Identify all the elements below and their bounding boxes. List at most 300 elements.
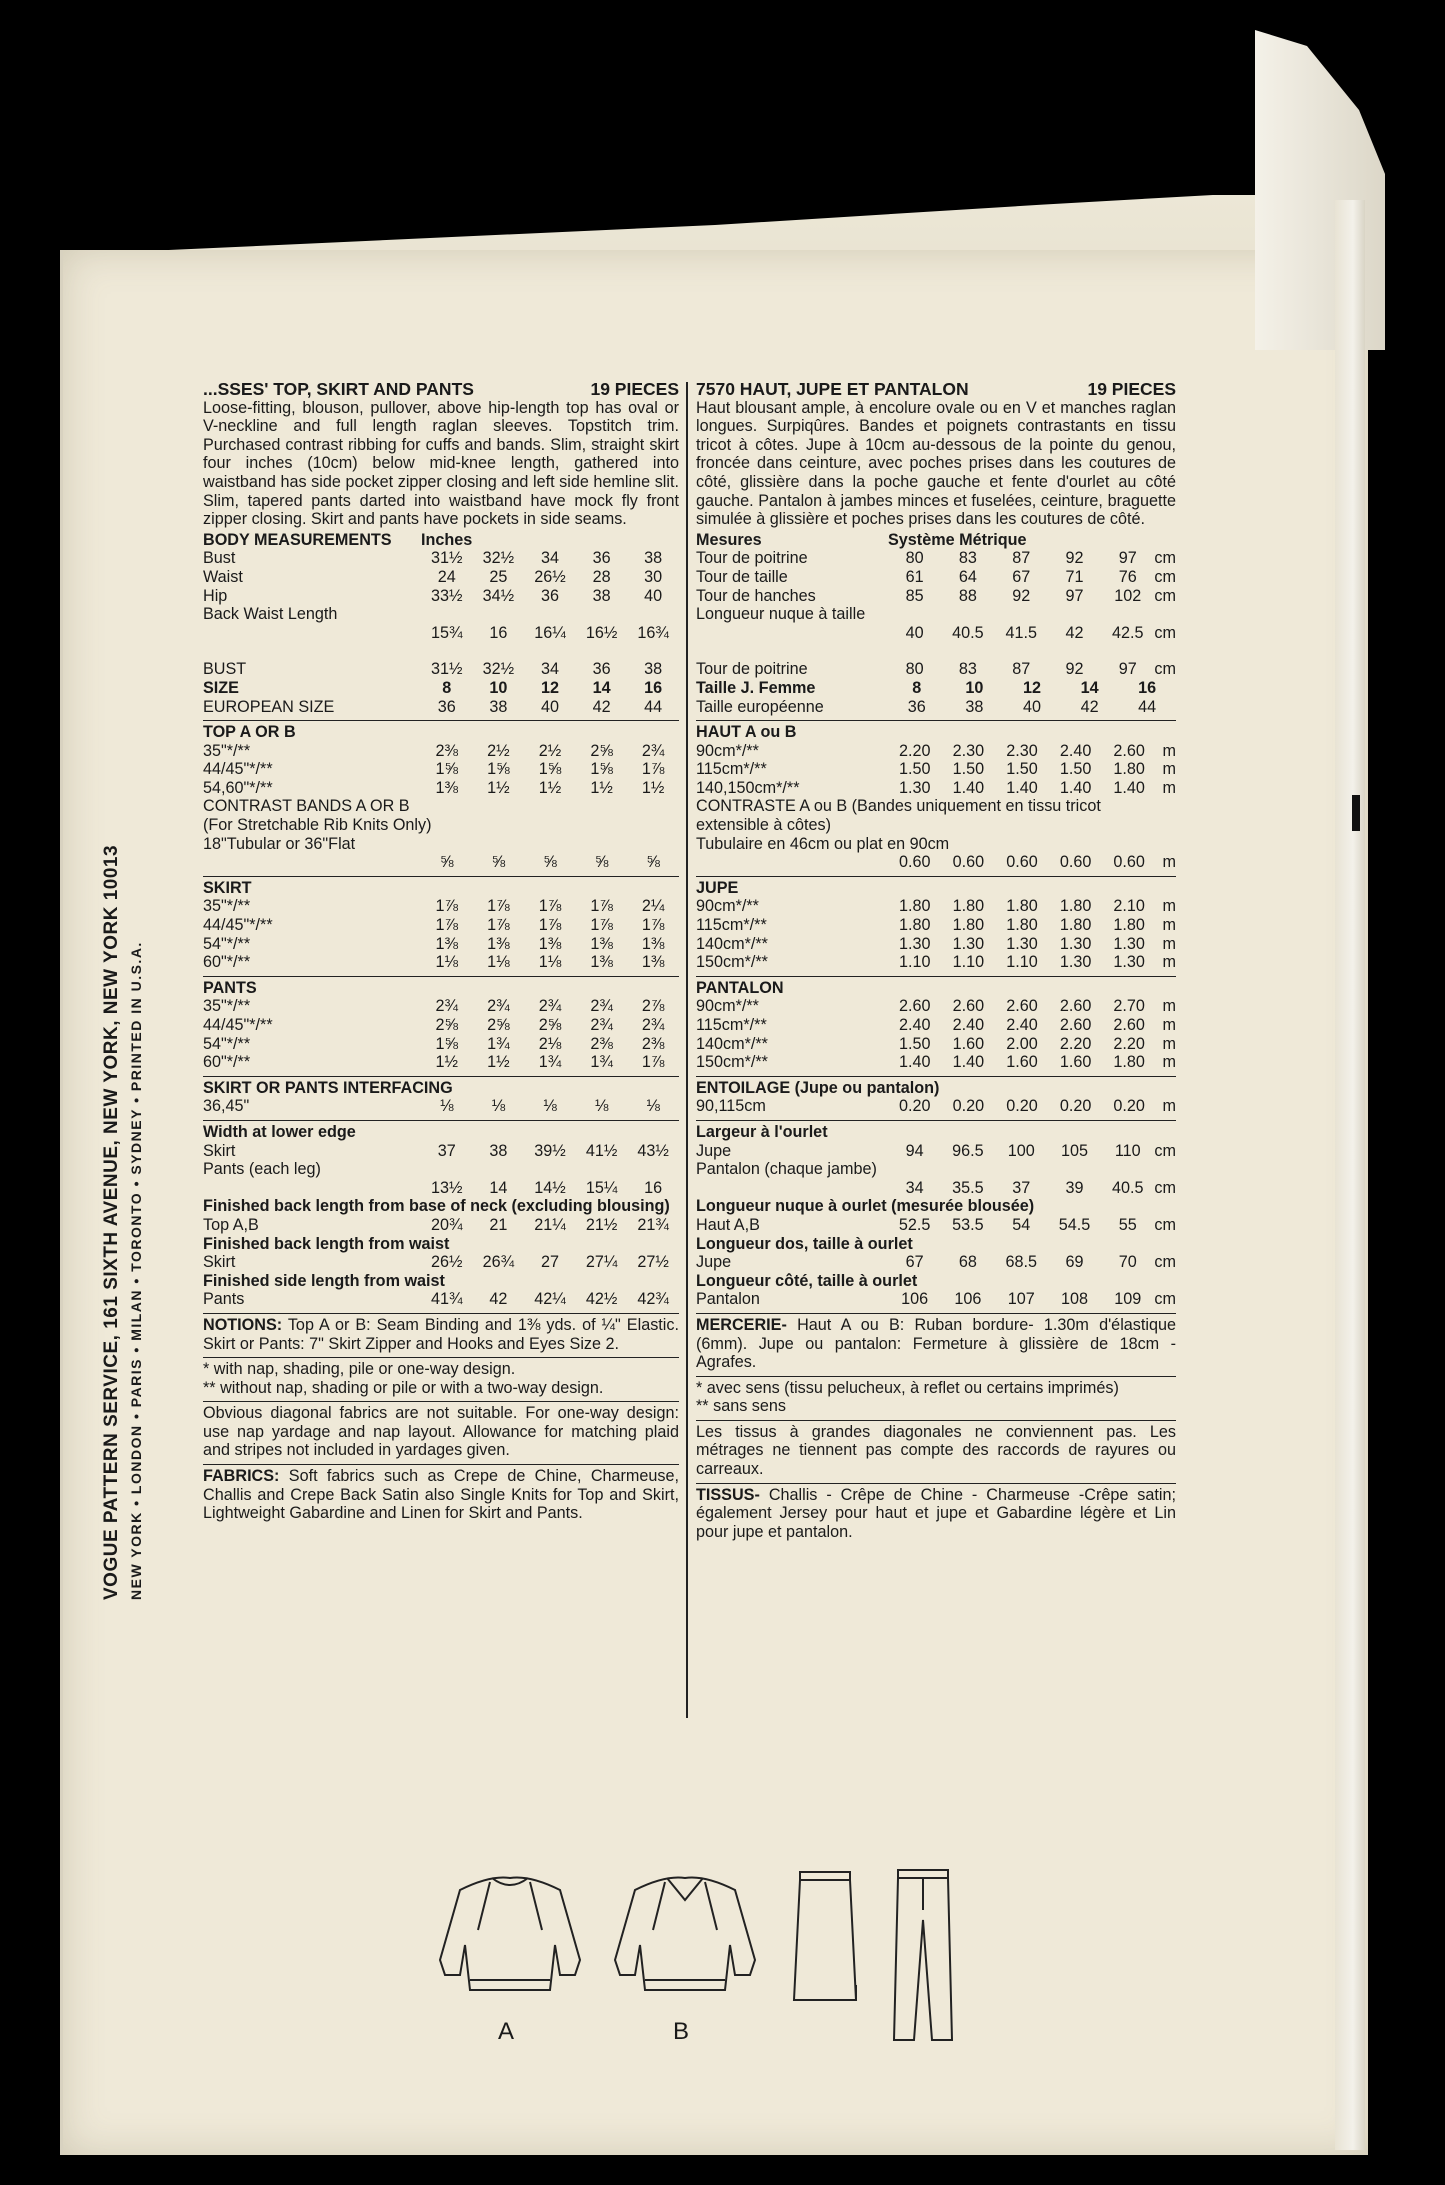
row-value: 2.30 — [952, 741, 985, 760]
row-value: 1⅛ — [538, 953, 562, 972]
row-value: 36 — [592, 549, 611, 568]
row-value: 15¼ — [585, 1178, 618, 1197]
row-label: 140cm*/** — [696, 1034, 768, 1053]
row-value: 1.30 — [1059, 953, 1092, 972]
row-value: 1½ — [590, 778, 613, 797]
row-value: 1.50 — [899, 760, 931, 779]
measurement-values — [203, 1179, 679, 1198]
measurement-values — [696, 853, 1176, 872]
row-unit: cm — [1154, 1290, 1176, 1309]
english-title: ...SSES' TOP, SKIRT AND PANTS 19 PIECES — [203, 379, 679, 399]
table-row — [696, 1053, 1176, 1072]
row-value: 100 — [1007, 1141, 1035, 1160]
fsl-heading: Finished side length from waist — [203, 1271, 445, 1290]
row-value: 1⅞ — [590, 916, 613, 935]
row-value: 0.20 — [1113, 1097, 1145, 1116]
row-value: 1⅛ — [435, 953, 459, 972]
row-value: 14 — [1080, 678, 1099, 697]
row-value: 31½ — [431, 660, 463, 679]
table-row — [696, 853, 1176, 872]
row-value: 21 — [489, 1215, 508, 1234]
table-row — [203, 1097, 679, 1116]
pants-heading: PANTS — [203, 976, 679, 998]
french-description: Haut blousant ample, à encolure ovale ou en V et manches raglan longues. Surpiqûres. Bandes et poignets contrastants en tissu tricot à côtes. Jupe à 10cm au-dessous de la pointe du genou, froncée dans ceinture, avec poches prises dans les coutures de côté, glissière dans la poche gauche et fente d'ourlet au côté gauche. Pantalon à jambes minces et fuselées, ceinture, braguette simulée à glissière et poches prises dans les coutures de côté. — [696, 398, 1176, 529]
obvious-note: Obvious diagonal fabrics are not suitable. For one-way design: use nap yardage and nap layout. Allowance for matching plaid and stripes not included in yardages given. — [203, 1401, 679, 1460]
row-value: 1.50 — [952, 760, 985, 779]
row-value: 1.30 — [899, 934, 931, 953]
row-label: EUROPEAN SIZE — [203, 697, 335, 716]
table-row — [203, 549, 679, 568]
row-value: 1⅜ — [435, 934, 459, 953]
spine-address — [100, 600, 180, 1600]
row-value: 36 — [540, 586, 559, 605]
row-value: 1.80 — [899, 916, 931, 935]
row-value: 2¾ — [590, 1016, 613, 1034]
row-value: 0.20 — [952, 1097, 985, 1116]
row-value: 36 — [592, 660, 611, 679]
pantalon-heading: PANTALON — [696, 976, 1176, 998]
ldt-heading: Longueur dos, taille à ourlet — [696, 1234, 913, 1253]
row-label: 90cm*/** — [696, 897, 759, 916]
mercerie: MERCERIE- Haut A ou B: Ruban bordure- 1.30m d'élastique (6mm). Jupe ou pantalon: Fermeture à glissière de 18cm - Agrafes. — [696, 1313, 1176, 1372]
table-row — [203, 587, 679, 606]
row-value: 2¾ — [641, 741, 665, 760]
row-value: 8 — [912, 678, 922, 697]
row-value: 34½ — [482, 586, 515, 605]
measurement-rows — [696, 742, 1176, 798]
row-value: 36 — [907, 697, 926, 716]
row-value: 1⅝ — [435, 1034, 459, 1053]
table-row — [203, 1290, 679, 1309]
row-value: 35.5 — [952, 1178, 984, 1197]
row-value: 1½ — [435, 1053, 459, 1072]
row-label: 115cm*/** — [696, 1016, 767, 1034]
table-row — [203, 1253, 679, 1272]
row-value: 1⅝ — [435, 760, 459, 779]
row-value: 1.80 — [952, 916, 985, 935]
row-value: 1¾ — [590, 1053, 613, 1072]
row-value: 2⅛ — [538, 1034, 562, 1053]
row-value: 2.40 — [952, 1016, 985, 1034]
row-value: 1.30 — [1113, 934, 1145, 953]
row-value: 42¼ — [534, 1290, 566, 1309]
measurement-row — [203, 1142, 679, 1161]
measurement-values — [203, 853, 679, 872]
row-value: 1.30 — [1006, 934, 1038, 953]
row-value: 40 — [644, 586, 663, 605]
row-label: 44/45"*/** — [203, 1016, 273, 1034]
table-row — [203, 1142, 679, 1161]
row-value: 2.60 — [899, 997, 931, 1016]
row-value: 42 — [1080, 697, 1099, 716]
row-value: 34 — [540, 660, 559, 679]
row-label: Pants — [203, 1290, 245, 1309]
row-value: 1.80 — [1113, 760, 1145, 779]
row-value: 24 — [437, 567, 456, 586]
row-value: 1.80 — [952, 897, 985, 916]
row-value: 10 — [489, 678, 508, 697]
row-label: Jupe — [696, 1253, 732, 1272]
row-value: 1.10 — [1006, 953, 1038, 972]
fbw-heading: Finished back length from waist — [203, 1234, 450, 1253]
row-value: 61 — [905, 567, 924, 586]
measurement-row — [696, 1142, 1176, 1161]
width-heading: Width at lower edge — [203, 1120, 679, 1142]
row-label: 60"*/** — [203, 953, 251, 972]
row-label: 140cm*/** — [696, 934, 768, 953]
row-value: 10 — [965, 678, 984, 697]
row-value: 1⅝ — [590, 760, 613, 779]
nuque-label: Longueur nuque à taille — [696, 605, 866, 624]
row-label: 54"*/** — [203, 1034, 251, 1053]
row-value: 1.40 — [1006, 778, 1038, 797]
measurement-row — [696, 1216, 1176, 1235]
tissus-note: Les tissus à grandes diagonales ne conviennent pas. Les métrages ne tiennent pas compte des raccords de rayures ou carreaux. — [696, 1420, 1176, 1479]
table-row — [696, 935, 1176, 954]
entoilage-heading: ENTOILAGE (Jupe ou pantalon) — [696, 1076, 1176, 1098]
measurement-values — [696, 1179, 1176, 1198]
row-value: 41.5 — [1005, 623, 1037, 642]
table-row — [696, 1179, 1176, 1198]
row-value: 106 — [901, 1290, 929, 1309]
row-value: 1.40 — [1059, 778, 1092, 797]
row-value: 1.50 — [1059, 760, 1092, 779]
spine-line-2: NEW YORK • LONDON • PARIS • MILAN • TORONTO • SYDNEY • PRINTED IN U.S.A. — [128, 941, 144, 1600]
row-value: 96.5 — [952, 1141, 984, 1160]
french-column — [696, 380, 1176, 1543]
row-value: 2⅜ — [641, 1034, 665, 1053]
table-row — [203, 953, 679, 972]
row-label: Jupe — [696, 1141, 732, 1160]
row-value: 85 — [905, 586, 924, 605]
row-value: 1⅞ — [487, 916, 510, 935]
row-value: 1.50 — [1006, 760, 1038, 779]
row-unit: m — [1162, 1034, 1176, 1053]
notions: NOTIONS: Top A or B: Seam Binding and 1⅜ yds. of ¼" Elastic. Skirt or Pants: 7" Skirt Zipper and Hooks and Eyes Size 2. — [203, 1313, 679, 1353]
row-value: 68 — [958, 1253, 977, 1272]
row-value: 54 — [1012, 1215, 1031, 1234]
row-label — [696, 1179, 888, 1198]
garment-illustrations — [430, 1850, 990, 2050]
row-label: Pantalon — [696, 1290, 760, 1309]
row-value: 105 — [1060, 1141, 1088, 1160]
row-value: 88 — [958, 586, 977, 605]
table-row — [203, 1053, 679, 1072]
row-value: 2¾ — [487, 997, 510, 1016]
table-row — [203, 742, 679, 761]
row-value: 92 — [1065, 660, 1084, 679]
row-value: 2¾ — [641, 1016, 665, 1034]
row-value: 1.80 — [1059, 916, 1092, 935]
row-value: 0.20 — [1059, 1097, 1092, 1116]
row-value: 80 — [905, 549, 924, 568]
row-value: 1.60 — [1006, 1053, 1038, 1072]
row-value: 70 — [1118, 1253, 1137, 1272]
row-value: 2⅝ — [487, 1016, 510, 1034]
row-label: 90,115cm — [696, 1097, 766, 1116]
row-value: 110 — [1114, 1141, 1141, 1160]
row-unit: m — [1162, 997, 1176, 1016]
row-unit: cm — [1154, 623, 1176, 642]
row-label: 140,150cm*/** — [696, 778, 800, 797]
table-row — [696, 1142, 1176, 1161]
row-unit: m — [1162, 934, 1176, 953]
table-row — [203, 760, 679, 779]
row-value: 16¼ — [534, 623, 566, 642]
row-value: 27¼ — [585, 1253, 618, 1272]
row-value: 25 — [489, 567, 508, 586]
row-value: 2.20 — [899, 741, 931, 760]
row-value: ⅝ — [543, 853, 557, 872]
row-label: 35"*/** — [203, 741, 251, 760]
row-unit: cm — [1154, 567, 1176, 586]
row-value: 2.20 — [1113, 1034, 1145, 1053]
measurement-row — [696, 679, 1176, 698]
row-value: 55 — [1118, 1215, 1137, 1234]
row-value: 2½ — [487, 741, 510, 760]
row-value: ⅛ — [594, 1097, 609, 1116]
row-value: 53.5 — [952, 1215, 984, 1234]
row-value: 1.80 — [1113, 916, 1145, 935]
table-row — [696, 568, 1176, 587]
row-value: 39 — [1065, 1178, 1084, 1197]
row-value: 87 — [1012, 549, 1031, 568]
row-value: 16 — [644, 1178, 663, 1197]
row-label: 36,45" — [203, 1097, 250, 1116]
row-value: 2.60 — [1059, 1016, 1092, 1034]
top-heading: TOP A OR B — [203, 720, 679, 742]
row-value: 37 — [1012, 1178, 1031, 1197]
skirt-heading: SKIRT — [203, 876, 679, 898]
label-b: B — [673, 2018, 690, 2045]
row-value: 1⅞ — [641, 916, 665, 935]
lno-heading: Longueur nuque à ourlet (mesurée blousée) — [696, 1197, 1035, 1216]
measurement-rows — [203, 549, 679, 605]
row-value: 83 — [958, 660, 977, 679]
row-value: 42 — [1065, 623, 1084, 642]
haut-heading: HAUT A ou B — [696, 720, 1176, 742]
row-value: 28 — [592, 567, 611, 586]
row-unit: m — [1162, 953, 1176, 972]
row-value: 1⅜ — [487, 934, 510, 953]
row-value: 31½ — [431, 549, 463, 568]
row-value: 92 — [1012, 586, 1031, 605]
row-value: 107 — [1007, 1290, 1035, 1309]
row-value: 1.10 — [952, 953, 985, 972]
measurement-rows — [203, 742, 679, 798]
row-value: 2.30 — [1006, 741, 1038, 760]
measurement-values — [203, 624, 679, 643]
row-value: 2¾ — [590, 997, 613, 1016]
row-label: 150cm*/** — [696, 953, 768, 972]
label-a: A — [498, 2018, 515, 2045]
row-unit: m — [1162, 853, 1176, 872]
row-value: 14 — [489, 1178, 508, 1197]
row-value: 1.80 — [1006, 897, 1038, 916]
interfacing-heading: SKIRT OR PANTS INTERFACING — [203, 1076, 679, 1098]
row-value: ⅛ — [440, 1097, 454, 1116]
row-value: 26½ — [431, 1253, 463, 1272]
row-value: 42¾ — [637, 1290, 669, 1309]
measurement-row — [203, 679, 679, 698]
row-unit: m — [1162, 778, 1176, 797]
row-value: 2.60 — [1113, 1016, 1145, 1034]
row-unit: m — [1162, 1097, 1176, 1116]
table-row — [203, 1216, 679, 1235]
measurement-row — [203, 698, 679, 717]
table-row — [203, 997, 679, 1016]
row-label — [203, 1179, 421, 1198]
mesures-heading: Mesures — [696, 530, 762, 549]
inches-label: Inches — [421, 530, 473, 549]
row-value: 83 — [958, 549, 977, 568]
row-value: 40.5 — [952, 623, 984, 642]
row-value: 68.5 — [1005, 1253, 1037, 1272]
row-value: 1⅞ — [641, 760, 665, 779]
row-label: 54,60"*/** — [203, 778, 273, 797]
row-value: 37 — [437, 1141, 456, 1160]
row-value: 15¾ — [431, 623, 463, 642]
row-label: Tour de taille — [696, 567, 788, 586]
row-label: 115cm*/** — [696, 916, 767, 935]
row-value: 2.60 — [1006, 997, 1038, 1016]
row-value: 1.50 — [899, 1034, 931, 1053]
table-row — [696, 1097, 1176, 1116]
row-value: 1⅜ — [641, 934, 665, 953]
row-value: 38 — [592, 586, 611, 605]
table-row — [203, 853, 679, 872]
row-value: 34 — [540, 549, 559, 568]
row-value: 1.40 — [1113, 778, 1145, 797]
row-label: Bust — [203, 549, 236, 568]
row-unit: m — [1162, 916, 1176, 935]
measurement-row — [696, 1097, 1176, 1116]
row-value: 41½ — [585, 1141, 618, 1160]
table-row — [203, 624, 679, 643]
row-value: 2¾ — [435, 997, 459, 1016]
row-label: 60"*/** — [203, 1053, 251, 1072]
row-value: 2.60 — [952, 997, 985, 1016]
row-value: 1⅜ — [641, 953, 665, 972]
row-unit: m — [1162, 1016, 1176, 1034]
row-value: 87 — [1012, 660, 1031, 679]
row-value: 40 — [540, 697, 559, 716]
table-row — [696, 742, 1176, 761]
body-measurements-heading: BODY MEASUREMENTS — [203, 530, 392, 549]
row-value: ⅝ — [646, 853, 660, 872]
row-label: Tour de hanches — [696, 586, 816, 605]
row-value: ⅛ — [646, 1097, 660, 1116]
row-label — [696, 853, 888, 872]
edge-mark — [1352, 795, 1360, 831]
row-value: 21½ — [585, 1215, 618, 1234]
table-row — [203, 1179, 679, 1198]
table-row — [203, 897, 679, 916]
row-label: 90cm*/** — [696, 741, 759, 760]
row-label: 44/45"*/** — [203, 760, 273, 779]
row-unit: cm — [1154, 586, 1176, 605]
table-row — [203, 568, 679, 587]
row-value: 33½ — [431, 586, 463, 605]
row-value: 43½ — [637, 1141, 669, 1160]
skirt-sketch — [794, 1872, 856, 2000]
row-value: 1.80 — [1059, 897, 1092, 916]
row-value: 76 — [1118, 567, 1137, 586]
measurement-row — [696, 698, 1176, 717]
row-value: 2⅝ — [590, 741, 613, 760]
row-value: 2.40 — [1006, 1016, 1038, 1034]
metric-label: Système Métrique — [888, 530, 1027, 549]
row-value: 2.10 — [1113, 897, 1145, 916]
row-value: 1.30 — [1113, 953, 1145, 972]
row-value: 2⅝ — [435, 1016, 459, 1034]
row-unit: cm — [1154, 1253, 1176, 1272]
row-value: 16½ — [585, 623, 618, 642]
table-row — [696, 997, 1176, 1016]
row-value: ⅝ — [491, 853, 506, 872]
row-value: 42½ — [585, 1290, 618, 1309]
row-value: 1.10 — [899, 953, 931, 972]
row-value: 2.40 — [899, 1016, 931, 1034]
row-label — [203, 624, 421, 643]
french-title: 7570 HAUT, JUPE ET PANTALON 19 PIECES — [696, 379, 1176, 399]
top-a-sketch — [440, 1878, 580, 1991]
measurement-row — [203, 1290, 679, 1309]
row-value: 1½ — [641, 778, 665, 797]
row-label: SIZE — [203, 678, 239, 697]
row-label: Top A,B — [203, 1215, 259, 1234]
english-column — [203, 380, 679, 1525]
row-value: 1⅞ — [590, 897, 613, 916]
row-value: 2.40 — [1059, 741, 1092, 760]
contrast-note: (For Stretchable Rib Knits Only) — [203, 816, 432, 835]
row-value: 14½ — [534, 1178, 566, 1197]
row-value: 109 — [1114, 1290, 1142, 1309]
row-unit: cm — [1154, 549, 1176, 568]
table-row — [696, 1216, 1176, 1235]
row-value: 1⅝ — [538, 760, 562, 779]
row-value: 2.70 — [1113, 997, 1145, 1016]
row-value: 41¾ — [431, 1290, 463, 1309]
row-value: 44 — [644, 697, 663, 716]
row-value: 64 — [958, 567, 977, 586]
table-row — [696, 624, 1176, 643]
row-label: Tour de poitrine — [696, 660, 808, 679]
row-value: 1⅞ — [641, 1053, 665, 1072]
row-value: 13½ — [431, 1178, 463, 1197]
row-value: 80 — [905, 660, 924, 679]
row-label: Tour de poitrine — [696, 549, 808, 568]
row-value: 67 — [1012, 567, 1031, 586]
row-value: 16 — [1138, 678, 1157, 697]
row-value: 42 — [489, 1290, 508, 1309]
row-value: 97 — [1065, 586, 1084, 605]
table-row — [203, 1035, 679, 1054]
row-value: 2⅜ — [435, 741, 459, 760]
row-value: 30 — [644, 567, 663, 586]
pants-each-leg-label: Pants (each leg) — [203, 1160, 321, 1179]
row-value: 2.60 — [1059, 997, 1092, 1016]
row-value: 26½ — [534, 567, 566, 586]
table-row — [203, 935, 679, 954]
contraste-heading: CONTRASTE A ou B (Bandes uniquement en tissu tricot extensible à côtes) — [696, 797, 1101, 835]
row-value: 2¾ — [538, 997, 562, 1016]
table-row — [696, 679, 1176, 698]
row-value: 1.80 — [1113, 1053, 1145, 1072]
table-row — [696, 916, 1176, 935]
row-value: 1.30 — [899, 778, 931, 797]
row-value: 0.20 — [1006, 1097, 1038, 1116]
